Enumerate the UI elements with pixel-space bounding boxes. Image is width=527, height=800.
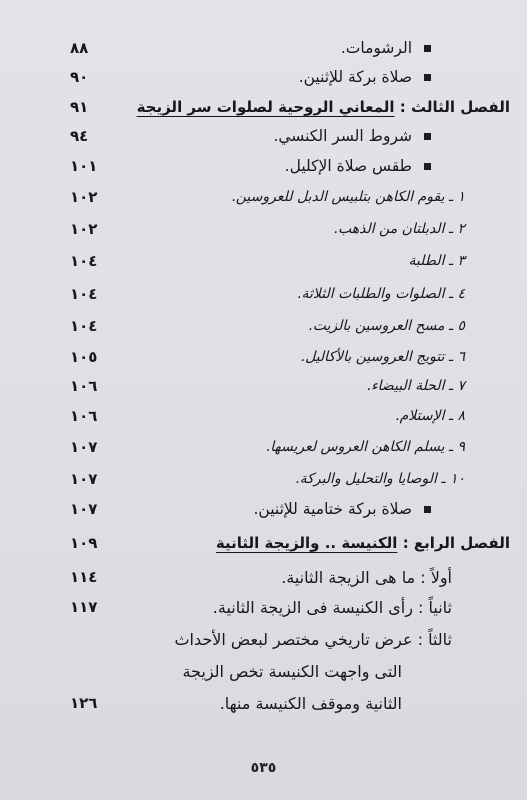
entry-page: ٩٠ [70,68,89,86]
toc-entry[interactable] [70,342,510,372]
page-number: ٥٣٥ [250,760,277,776]
entry-text: أولاً : ما هى الزيجة الثانية. [281,567,452,587]
toc-entry[interactable] [70,62,510,92]
entry-page: ١١٧ [70,598,98,616]
entry-page: ١٢٦ [70,694,98,712]
square-bullet-icon [424,506,431,513]
toc-entry[interactable] [70,401,510,431]
toc-entry[interactable] [70,624,510,654]
entry-page: ١٠٦ [70,407,98,425]
entry-page: ١٠٤ [70,285,98,303]
entry-text: ٤ ـ الصلوات والطلبات الثلاثة. [297,286,465,302]
entry-text: ٦ ـ تتويج العروسين بالأكاليل. [300,349,465,365]
entry-text: ٨ ـ الإستلام. [395,408,465,424]
entry-page: ٩٤ [70,127,89,145]
chapter-heading[interactable] [70,528,510,558]
entry-page: ١٠٧ [70,470,98,488]
chapter-heading[interactable] [70,92,510,122]
entry-text: ثانياً : رأى الكنيسة فى الزيجة الثانية. [212,597,452,617]
toc-entry[interactable] [70,688,510,718]
toc-entry[interactable] [70,214,510,244]
entry-page: ١٠٦ [70,377,98,395]
square-bullet-icon [424,74,431,81]
entry-text: ٧ ـ الحلة البيضاء. [366,378,465,394]
entry-text: ٢ ـ الدبلتان من الذهب. [333,221,465,237]
entry-text: ٩ ـ يسلم الكاهن العروس لعريسها. [265,439,465,455]
chapter-title: المعاني الروحية لصلوات سر الزيجة [136,98,395,116]
toc-entry[interactable] [70,592,510,622]
entry-page: ١٠٤ [70,252,98,270]
entry-page: ١٠١ [70,157,98,175]
entry-page: ٨٨ [70,39,89,57]
entry-page: ١٠٧ [70,500,98,518]
square-bullet-icon [424,45,431,52]
square-bullet-icon [424,163,431,170]
toc-entry[interactable] [70,246,510,276]
entry-page: ١٠٢ [70,188,98,206]
entry-page: ١٠٢ [70,220,98,238]
entry-page: ١٠٩ [70,534,98,552]
entry-page: ١٠٤ [70,317,98,335]
toc-entry[interactable] [70,562,510,592]
entry-page: ١١٤ [70,568,98,586]
toc-entry[interactable] [70,151,510,181]
entry-text: الرشومات. [340,39,412,57]
entry-text: ٥ ـ مسح العروسين بالزيت. [308,318,465,334]
entry-text: ٣ ـ الطلبة [408,253,465,269]
toc-entry[interactable] [70,311,510,341]
chapter-prefix: الفصل الرابع : [402,534,510,552]
chapter-prefix: الفصل الثالث : [399,98,510,116]
entry-text: صلاة بركة ختامية للإثنين. [253,500,412,518]
entry-page: ١٠٥ [70,348,98,366]
toc-entry[interactable] [70,494,510,524]
chapter-title: الكنيسة .. والزيجة الثانية [215,534,398,552]
entry-text: ثالثاً : عرض تاريخي مختصر لبعض الأحداث [174,629,452,649]
entry-page: ١٠٧ [70,438,98,456]
toc-entry[interactable] [70,432,510,462]
entry-text: الثانية وموقف الكنيسة منها. [219,693,402,713]
entry-text: شروط السر الكنسي. [273,127,412,145]
entry-continuation: التى واجهت الكنيسة تخص الزيجة [182,661,402,681]
entry-text: ١ ـ يقوم الكاهن بتلبيس الدبل للعروسين. [231,189,465,205]
toc-entry[interactable] [70,33,510,63]
toc-entry[interactable] [70,464,510,494]
toc-entry[interactable] [70,279,510,309]
entry-text: صلاة بركة للإثنين. [298,68,412,86]
toc-entry[interactable] [70,371,510,401]
toc-entry[interactable] [70,182,510,212]
toc-entry[interactable] [70,121,510,151]
square-bullet-icon [424,133,431,140]
entry-text: طقس صلاة الإكليل. [284,157,412,175]
entry-text: ١٠ ـ الوصايا والتحليل والبركة. [295,471,465,487]
entry-page: ٩١ [70,98,89,116]
